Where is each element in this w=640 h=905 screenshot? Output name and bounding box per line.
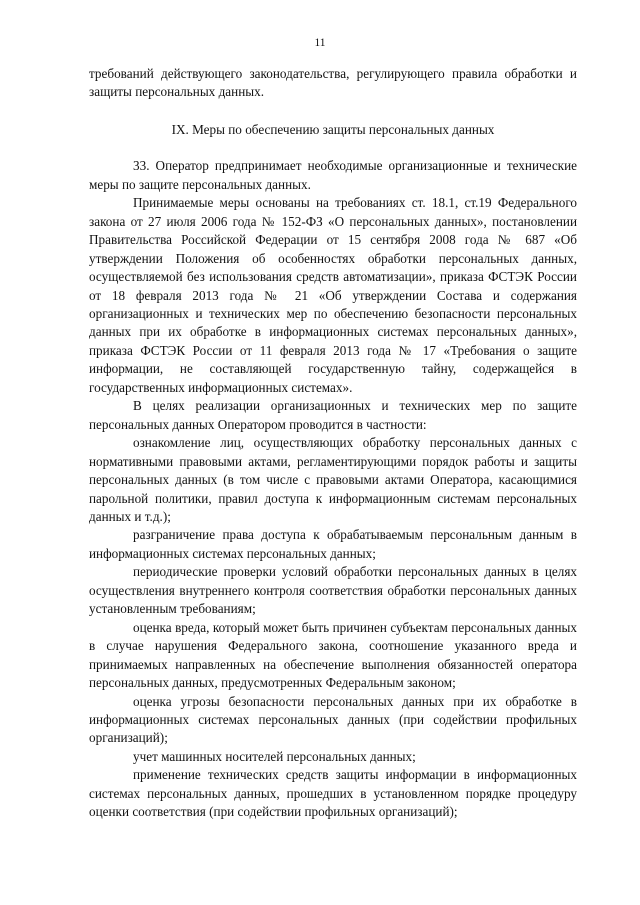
page-number: 11 — [314, 37, 326, 49]
list-item: применение технических средств защиты информации в информационных системах персональных данных, прошедших в установленном порядке процедуру оценки соответствия (при содействии профильных организаций); — [89, 767, 577, 820]
list-item: периодические проверки условий обработки персональных данных в целях осуществления внутреннего контроля соответствия обработки персональных данных установленным требованиям; — [89, 564, 577, 617]
paragraph-33: 33. Оператор предпринимает необходимые организационные и технические меры по защите персональных данных. — [89, 158, 577, 192]
list-item: учет машинных носителей персональных данных; — [133, 748, 416, 764]
list-item: оценка вреда, который может быть причинен субъектам персональных данных в случае нарушения Федерального закона, соотношение указанного вреда и принимаемых направленных на обеспечение выполнения обязанностей оператора персональных данных, предусмотренных Федеральным законом; — [89, 619, 577, 691]
paragraph-continuation: требований действующего законодательства, регулирующего правила обработки и защиты персональных данных. — [89, 66, 577, 100]
paragraph-legal-basis: Принимаемые меры основаны на требованиях ст. 18.1, ст.19 Федерального закона от 27 июля 2006 года № 152-ФЗ «О персональных данных», постановлении Правительства Российской Федерации от 15 сентября 2008 года № 687 «Об утверждении Положения об особенностях обработки персональных данных, осуществляемой без использования средств автоматизации», приказа ФСТЭК России от 18 февраля 2013 года № 21 «Об утверждении Состава и содержания организационных и технических мер по обеспечению безопасности персональных данных при их обработке в информационных системах персональных данных», приказа ФСТЭК России от 11 февраля 2013 года № 17 «Требования о защите информации, не составляющей государственную тайну, содержащейся в государственных информационных системах». — [89, 195, 577, 395]
list-item: ознакомление лиц, осуществляющих обработку персональных данных с нормативными правовыми актами, регламентирующими порядок работы и защиты персональных данных (в том числе с правовыми актами Оператора, касающимися парольной политики, правил доступа к информационным системам персональных данных и т.д.); — [89, 435, 577, 524]
list-item: разграничение права доступа к обрабатываемым персональным данным в информационных системах персональных данных; — [89, 527, 577, 561]
document-body — [89, 65, 577, 822]
paragraph-measures-intro: В целях реализации организационных и технических мер по защите персональных данных Оператором проводится в частности: — [89, 398, 577, 432]
list-item: оценка угрозы безопасности персональных данных при их обработке в информационных системах персональных данных (при содействии профильных организаций); — [89, 693, 577, 746]
section-heading: IX. Меры по обеспечению защиты персональных данных — [171, 121, 495, 137]
